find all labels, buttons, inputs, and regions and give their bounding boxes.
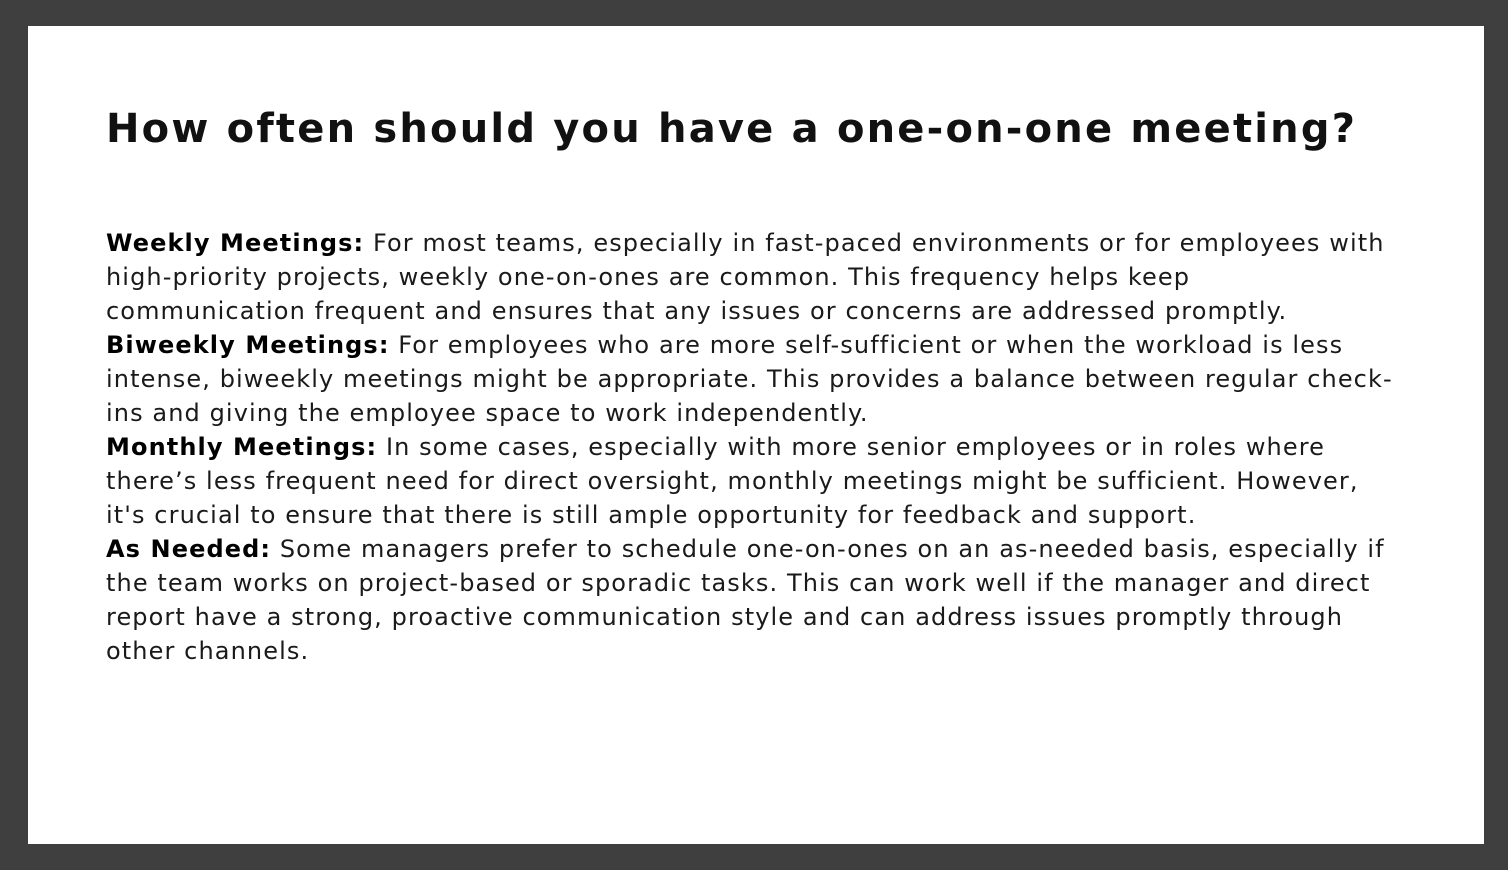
- as-needed-paragraph: [106, 532, 1396, 668]
- biweekly-meetings-label: Biweekly Meetings:: [106, 331, 390, 359]
- monthly-meetings-paragraph: [106, 430, 1396, 532]
- weekly-meetings-label: Weekly Meetings:: [106, 229, 365, 257]
- weekly-meetings-text: For most teams, especially in fast-paced environments or for employees with high-priority projects, weekly one-on-ones are common. This frequency helps keep communication frequent and ensures that any issues or concerns are addressed promptly.: [106, 229, 1385, 325]
- slide-title: How often should you have a one-on-one meeting?: [106, 106, 1358, 152]
- monthly-meetings-label: Monthly Meetings:: [106, 433, 378, 461]
- slide-body: [106, 226, 1396, 668]
- biweekly-meetings-text: For employees who are more self-sufficient or when the workload is less intense, biweekly meetings might be appropriate. This provides a balance between regular check-ins and giving the employee space to work independently.: [106, 331, 1393, 427]
- slide: [28, 26, 1484, 844]
- as-needed-text: Some managers prefer to schedule one-on-ones on an as-needed basis, especially if the team works on project-based or sporadic tasks. This can work well if the manager and direct report have a strong, proactive communication style and can address issues promptly through other channels.: [106, 535, 1385, 665]
- as-needed-label: As Needed:: [106, 535, 272, 563]
- monthly-meetings-text: In some cases, especially with more senior employees or in roles where there’s less frequent need for direct oversight, monthly meetings might be sufficient. However, it's crucial to ensure that there is still ample opportunity for feedback and support.: [106, 433, 1359, 529]
- weekly-meetings-paragraph: [106, 226, 1396, 328]
- biweekly-meetings-paragraph: [106, 328, 1396, 430]
